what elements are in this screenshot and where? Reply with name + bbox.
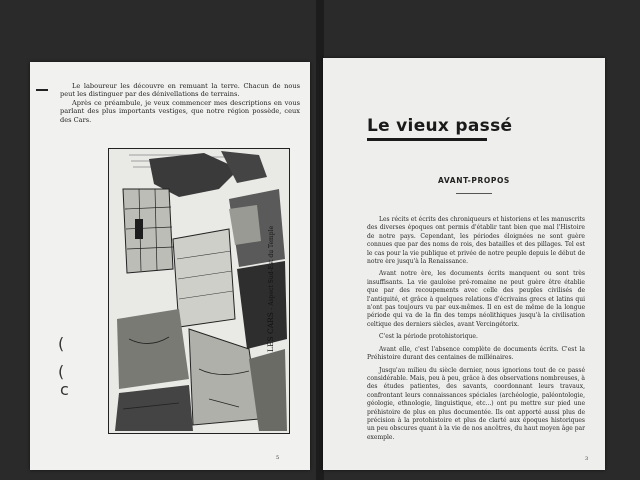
body-paragraph: Jusqu'au milieu du siècle dernier, nous ignorions tout de ce passé considérable. Mais, peu à peu, grâce à des observations nombreuses, à des études patientes, des savants, coordonnant leurs travaux, confrontant leurs connaissances spéciales (archéologie, paléontologie, géologie, ethnologie, linguistique, etc...) ont pu mettre sur pied une préhistoire de plus en plus documentée. Ils ont apporté aussi plus de précision à la protohistoire et plus de clarté aux époques historiques un peu obscures quant à la vie de nos ancêtres, du haut moyen âge par exemple. [367,366,585,441]
heading-rule [456,193,492,194]
left-paragraph: Le laboureur les découvre en remuant la terre. Chacun de nous peut les distinguer par des dénivellations de terrains. [60,82,300,99]
body-paragraph: C'est la période protohistorique. [379,333,478,341]
right-page [323,58,605,470]
illustration-caption: LES CARS - Aspect Sud-Est du Temple [266,225,275,352]
page-number: 3 [585,456,589,462]
page-title: Le vieux passé [367,116,513,136]
right-page-text [367,216,585,446]
page-number: 5 [276,455,280,461]
left-page [30,62,310,470]
title-underline [367,138,487,141]
section-heading: AVANT-PROPOS [438,176,510,185]
pencil-mark: ( [58,362,65,381]
body-paragraph: Avant elle, c'est l'absence complète de documents écrits. C'est la Préhistoire durant des centaines de millénaires. [367,345,585,362]
pencil-mark: c [60,380,69,399]
margin-mark [36,89,48,91]
pencil-mark: ( [58,334,65,353]
left-page-text [60,82,300,124]
left-paragraph: Après ce préambule, je veux commencer mes descriptions en vous parlant des plus importants vestiges, que notre région possède, ceux des Cars. [60,98,300,124]
ruins-drawing [109,149,289,433]
les-cars-illustration [108,148,290,434]
body-paragraph: Les récits et écrits des chroniqueurs et historiens et les manuscrits des diverses époques ont permis d'établir tant bien que mal l'Histoire de notre pays. Cependant, les périodes éloignées ne sont guère connues que par des noms de rois, des batailles et des pillages. Tel est le cas pour la vie publique et privée de notre peuple depuis le début de notre ère jusqu'à la Renaissance. [367,216,585,266]
body-paragraph: Avant notre ère, les documents écrits manquent ou sont très insuffisants. La vie gauloise pré-romaine ne peut guère être établie que par des recoupements avec celle des peuples civilisés de l'antiquité, et grâce à quelques relations d'écrivains grecs et latins qui n'ont pas toujours vu par eux-mêmes. Il en est de même de la longue période qui va de la fin des temps néolithiques jusqu'à la civilisation celtique des derniers siècles, avant Vercingétorix. [367,270,585,328]
